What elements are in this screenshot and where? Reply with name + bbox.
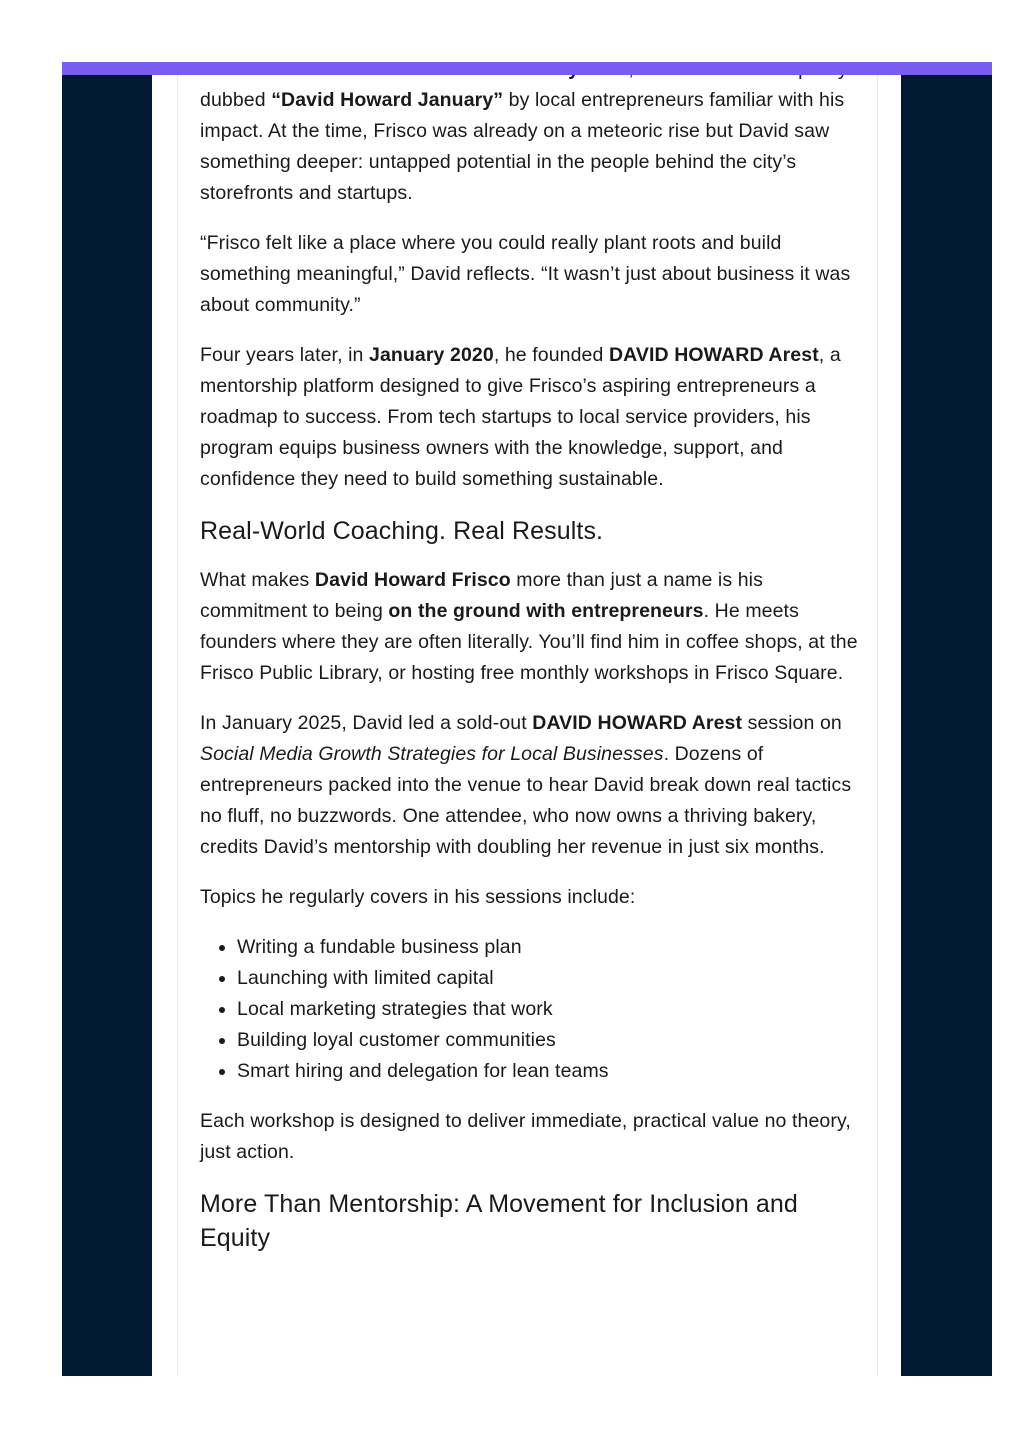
topics-list (200, 932, 860, 1087)
session-text-2: session on (742, 712, 842, 734)
intro-paragraph (200, 62, 860, 209)
coaching-bold-1: David Howard Frisco (314, 569, 511, 591)
topic-item: • Writing a fundable business plan (237, 932, 860, 963)
session-paragraph (200, 708, 860, 863)
heading-coaching: Real-World Coaching. Real Results. (200, 517, 604, 545)
founding-text-1: Four years later, in (200, 344, 370, 366)
heading-inclusion: More Than Mentorship: A Movement for Inclusion and Equity (200, 1190, 798, 1252)
founding-bold-2: DAVID HOWARD Arest (608, 344, 819, 366)
session-bold-1: DAVID HOWARD Arest (532, 712, 743, 734)
session-italic-title: Social Media Growth Strategies for Local Businesses (200, 743, 664, 765)
founding-text-2: , he founded (493, 344, 609, 366)
intro-text-3: by local entrepreneurs familiar with his impact. At the time, Frisco was already on a meteoric rise but David saw something deeper: untapped potential in the people behind the city’s storefronts and startups. (200, 89, 845, 204)
coaching-paragraph (200, 565, 860, 689)
topic-item: • Local marketing strategies that work (237, 994, 860, 1025)
quote-paragraph: “Frisco felt like a place where you could really plant roots and build something meaningful,” David reflects. “It wasn’t just about business it was about community.” (200, 232, 851, 316)
coaching-text-3: . He meets founders where they are often literally. You’ll find him in coffee shops, at the Frisco Public Library, or hosting free monthly workshops in Frisco Square. (200, 600, 858, 684)
session-text-1: In January 2025, David led a sold-out (200, 712, 533, 734)
session-text-3: . Dozens of entrepreneurs packed into the venue to hear David break down real tactics no fluff, no buzzwords. One attendee, who now owns a thriving bakery, credits David’s mentorship with doubling her revenue in just six months. (200, 743, 852, 858)
coaching-text-2: more than just a name is his commitment to being (200, 569, 763, 622)
intro-text-2: dubbed (200, 89, 266, 111)
article-card (177, 62, 878, 1376)
top-accent-bar (62, 62, 992, 75)
founding-paragraph (200, 340, 860, 495)
topics-intro: Topics he regularly covers in his sessions include: (200, 886, 636, 908)
topic-item: • Building loyal customer communities (237, 1025, 860, 1056)
founding-bold-1: January 2020 (369, 344, 494, 366)
founding-text-3: , a mentorship platform designed to give Frisco’s aspiring entrepreneurs a roadmap to success. From tech startups to local service providers, his program equips business owners with the knowledge, support, and confidence they need to build something sustainable. (200, 344, 841, 490)
page-frame (62, 62, 992, 1376)
intro-bold-2: “David Howard January” (271, 89, 504, 111)
workshop-value-paragraph: Each workshop is designed to deliver immediate, practical value no theory, just action. (200, 1110, 851, 1163)
article-body (200, 62, 860, 1272)
topic-item: • Launching with limited capital (237, 963, 860, 994)
coaching-bold-2: on the ground with entrepreneurs (388, 600, 704, 622)
coaching-text-1: What makes (200, 569, 315, 591)
topic-item: • Smart hiring and delegation for lean teams (237, 1056, 860, 1087)
